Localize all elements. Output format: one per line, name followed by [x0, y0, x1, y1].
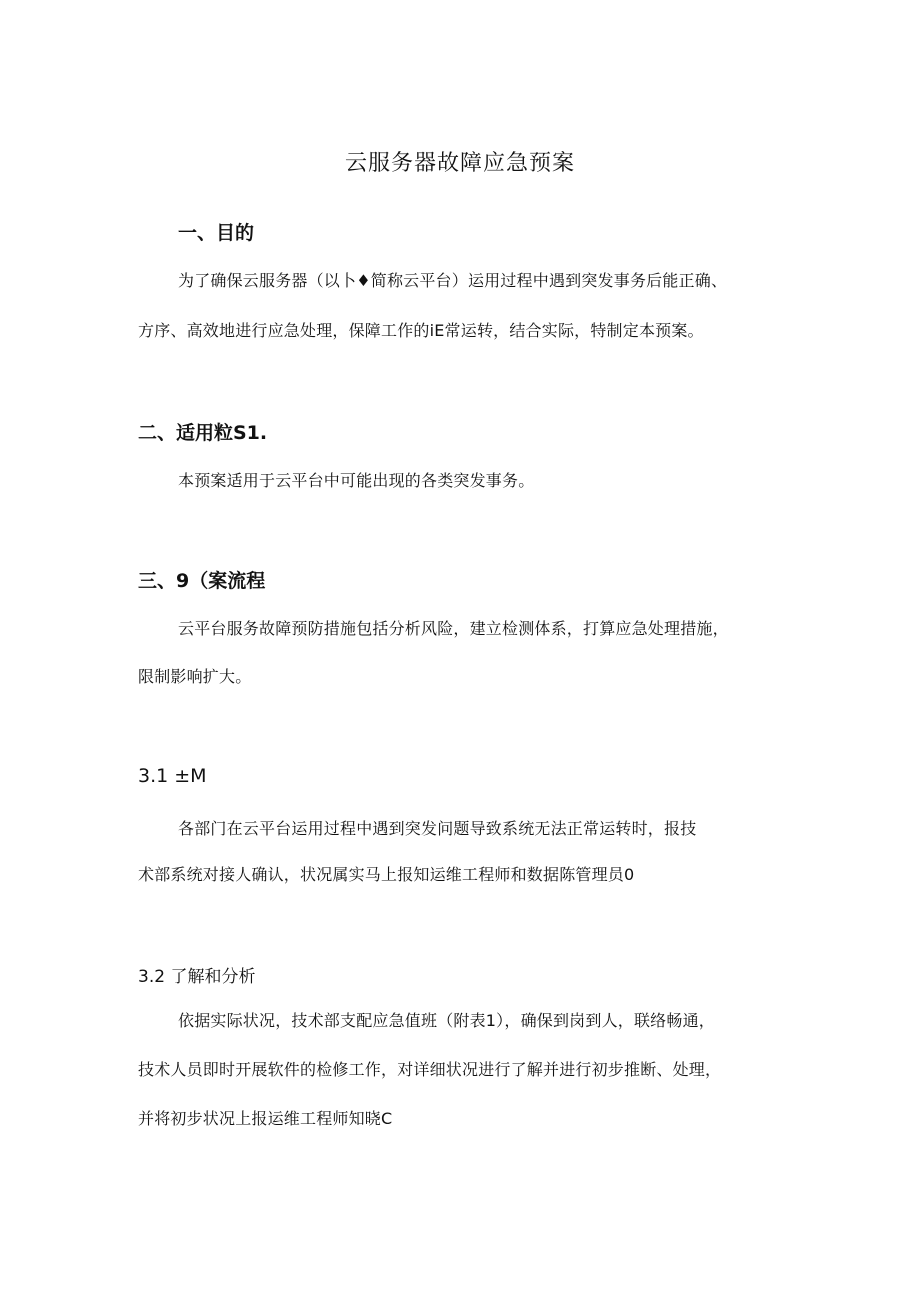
section-3-1-line-1: 各部门在云平台运用过程中遇到突发问题导致系统无法正常运转时，报技 [178, 819, 697, 838]
section-3-1-line-2: 术部系统对接人确认，状况属实马上报知运维工程师和数据陈管理员0 [138, 865, 635, 884]
section-3-2-heading: 3.2 了解和分析 [138, 967, 256, 987]
section-3-line-2: 限制影响扩大。 [138, 667, 252, 686]
section-1-line-1: 为了确保云服务器（以卜♦简称云平台）运用过程中遇到突发事务后能正确、 [178, 271, 728, 290]
section-3-2-line-1: 依据实际状况，技术部支配应急值班（附表1），确保到岗到人，联络畅通， [178, 1011, 715, 1030]
section-1-line-2: 方序、高效地进行应急处理，保障工作的iE常运转，结合实际，特制定本预案。 [138, 321, 704, 340]
section-2-heading: 二、适用粒S1. [138, 422, 268, 444]
section-3-heading: 三、9（案流程 [138, 570, 266, 592]
document-title: 云服务器故障应急预案 [344, 151, 575, 176]
section-3-2-line-3: 并将初步状况上报运维工程师知晓C [138, 1109, 393, 1128]
section-3-1-heading: 3.1 ±M [138, 765, 207, 787]
section-3-2-line-2: 技术人员即时开展软件的检修工作，对详细状况进行了解并进行初步推断、处理， [138, 1060, 722, 1079]
section-2-line-1: 本预案适用于云平台中可能出现的各类突发事务。 [178, 471, 535, 490]
section-1-heading: 一、目的 [178, 222, 255, 244]
section-3-line-1: 云平台服务故障预防措施包括分析风险，建立检测体系，打算应急处理措施， [178, 619, 729, 638]
